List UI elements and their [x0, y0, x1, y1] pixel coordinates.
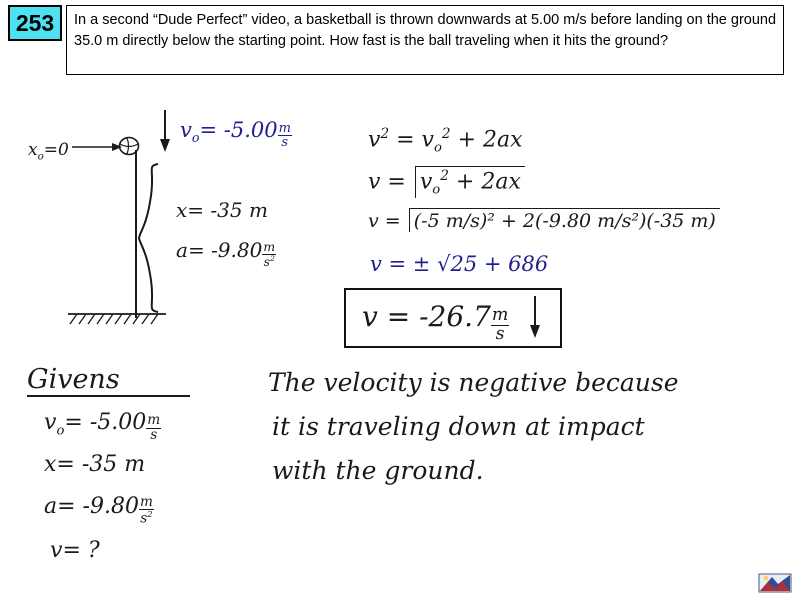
work1-lhs: v [368, 127, 381, 153]
ground-hatch-icon [68, 312, 166, 326]
origin-arrow-icon [72, 140, 122, 154]
a-units: $\frac{m}{s^2}$ [263, 239, 276, 269]
displacement-label [176, 198, 268, 222]
origin-label [28, 140, 69, 162]
work1-tail: + 2ax [457, 127, 523, 153]
problem-number-badge: 253 [8, 5, 62, 41]
work-line-4: v = ± √25 + 686 [370, 252, 549, 276]
v0-subscript: o [191, 130, 200, 146]
origin-subscript: o [37, 151, 44, 163]
a-value: = -9.80 [187, 238, 263, 262]
given-item-1: x= -35 m [44, 452, 146, 477]
given-item-0: $v_o= -5.00$ $\frac{m}{s}$ [44, 410, 161, 443]
givens-heading: Givens [27, 364, 120, 395]
v0-value: = -5.00 [199, 118, 278, 142]
drop-path-line [126, 150, 146, 318]
work2-radical: $v_o^2 + 2ax$ [415, 166, 525, 198]
a-symbol: a [176, 238, 188, 262]
v0-units: $\frac{m}{s}$ [278, 121, 291, 151]
problem-statement-box: In a second “Dude Perfect” video, a basketball is thrown downwards at 5.00 m/s before landing on the ground 35.0 m directly below the starting point. How fast is the ball traveling when it hits the ground? [66, 5, 784, 75]
answer-text: v = -26.7 [362, 300, 491, 333]
v0-symbol: v [180, 118, 192, 142]
explanation-line-1: The velocity is negative because [268, 368, 679, 397]
answer-units: $\frac{m}{s}$ [491, 305, 509, 344]
x-symbol: x [176, 198, 188, 222]
final-answer [362, 300, 509, 343]
origin-value: =0 [43, 140, 69, 160]
givens-underline [27, 395, 190, 397]
given-item-2: a= -9.80 $\frac{m}{s^2}$ [44, 493, 153, 527]
origin-symbol: x [28, 140, 38, 160]
motion-arrow-down-icon [158, 110, 172, 152]
work-line-2 [368, 166, 525, 198]
x-value: = -35 m [187, 198, 268, 222]
work-line-1: $v^2 = v_o^2 + 2ax$ [368, 126, 523, 156]
work3-lhs: v = [368, 210, 401, 232]
given-item-3: v= ? [50, 538, 100, 563]
work-line-3 [368, 208, 720, 232]
acceleration-label [176, 238, 276, 268]
footer-logo-icon [758, 572, 792, 596]
answer-direction-arrow-icon [528, 296, 542, 338]
work2-lhs: v = [368, 169, 406, 195]
work3-radical: (-5 m/s)² + 2(-9.80 m/s²)(-35 m) [409, 208, 720, 232]
initial-velocity-label [180, 118, 292, 149]
explanation-line-2: it is traveling down at impact [272, 412, 645, 441]
work1-rhs: = v [396, 127, 434, 153]
explanation-line-3: with the ground. [272, 456, 484, 485]
